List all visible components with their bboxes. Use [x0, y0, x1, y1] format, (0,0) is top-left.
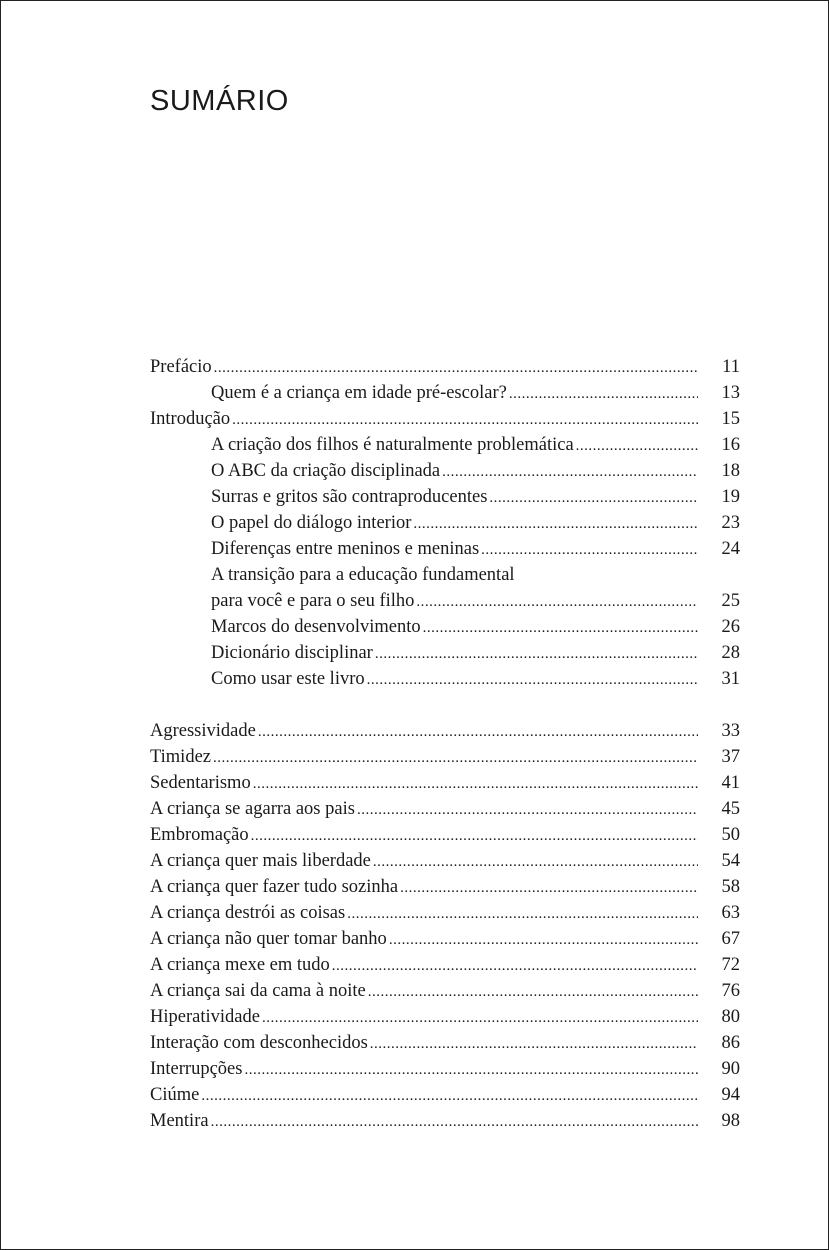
toc-entry-title: Ciúme — [150, 1085, 200, 1105]
toc-entry-page-number: 63 — [721, 903, 740, 923]
toc-entry[interactable] — [150, 614, 740, 640]
toc-entry[interactable] — [150, 640, 740, 666]
toc-entry[interactable] — [150, 978, 740, 1004]
toc-entry-title: A criança sai da cama à noite — [150, 981, 366, 1001]
dot-leader — [416, 589, 698, 615]
toc-entry[interactable] — [150, 1004, 740, 1030]
toc-entry[interactable] — [150, 718, 740, 744]
toc-entry-title: A criança se agarra aos pais — [150, 799, 355, 819]
dot-leader — [389, 927, 698, 953]
dot-leader — [347, 901, 698, 927]
dot-leader — [258, 719, 698, 745]
dot-leader — [489, 485, 698, 511]
toc-entry[interactable] — [150, 744, 740, 770]
page-title: SUMÁRIO — [150, 85, 289, 117]
toc-entry-title: Marcos do desenvolvimento — [211, 617, 421, 637]
toc-entry-page-number: 72 — [721, 955, 740, 975]
toc-entry-page-number: 90 — [721, 1059, 740, 1079]
toc-entry[interactable] — [150, 510, 740, 536]
toc-entry-page-number: 24 — [721, 539, 740, 559]
dot-leader — [211, 1109, 698, 1135]
toc-entry-page-number: 28 — [721, 643, 740, 663]
toc-entry-page-number: 86 — [721, 1033, 740, 1053]
toc-entry[interactable] — [150, 380, 740, 406]
toc-entry-page-number: 25 — [721, 591, 740, 611]
toc-entry-title: Hiperatividade — [150, 1007, 260, 1027]
toc-entry-page-number: 26 — [721, 617, 740, 637]
toc-entry-page-number: 33 — [721, 721, 740, 741]
dot-leader — [375, 641, 698, 667]
toc-entry-page-number: 76 — [721, 981, 740, 1001]
toc-entry-page-number: 67 — [721, 929, 740, 949]
toc-entry-title: Prefácio — [150, 357, 212, 377]
toc-entry-title: A criança quer fazer tudo sozinha — [150, 877, 399, 897]
toc-entry-page-number: 94 — [721, 1085, 740, 1105]
dot-leader — [332, 953, 698, 979]
toc-entry[interactable] — [150, 562, 740, 588]
toc-entry-page-number: 80 — [721, 1007, 740, 1027]
toc-entry[interactable] — [150, 354, 740, 380]
dot-leader — [368, 979, 698, 1005]
dot-leader — [253, 771, 698, 797]
toc-entry-title: Interação com desconhecidos — [150, 1033, 368, 1053]
toc-entry[interactable] — [150, 1108, 740, 1134]
toc-entry-page-number: 58 — [721, 877, 740, 897]
toc-entry-title: A criação dos filhos é naturalmente problemática — [211, 435, 574, 455]
dot-leader — [251, 823, 698, 849]
toc-entry[interactable] — [150, 536, 740, 562]
toc-entry-title: Introdução — [150, 409, 231, 429]
dot-leader — [214, 355, 698, 381]
toc-entry-title: A transição para a educação fundamental — [211, 565, 515, 585]
toc-entry[interactable] — [150, 406, 740, 432]
toc-entry-page-number: 31 — [721, 669, 740, 689]
dot-leader — [400, 875, 698, 901]
toc-entry-title: Quem é a criança em idade pré-escolar? — [211, 383, 507, 403]
toc-entry[interactable] — [150, 1056, 740, 1082]
toc-entry-page-number: 23 — [721, 513, 740, 533]
toc-entry-page-number: 54 — [721, 851, 740, 871]
dot-leader — [373, 849, 698, 875]
toc-entry-page-number: 13 — [721, 383, 740, 403]
toc-entry[interactable] — [150, 926, 740, 952]
toc-entry-title: Sedentarismo — [150, 773, 251, 793]
toc-entry[interactable] — [150, 900, 740, 926]
toc-entry[interactable] — [150, 432, 740, 458]
toc-entry-page-number: 98 — [721, 1111, 740, 1131]
dot-leader — [367, 667, 698, 693]
dot-leader — [423, 615, 698, 641]
toc-entry[interactable] — [150, 588, 740, 614]
toc-entry[interactable] — [150, 1030, 740, 1056]
toc-entry-title: O ABC da criação disciplinada — [211, 461, 441, 481]
dot-leader — [357, 797, 698, 823]
toc-entry-title: Como usar este livro — [211, 669, 365, 689]
chapter-list — [150, 718, 740, 1134]
dot-leader — [576, 433, 698, 459]
toc-entry-title: Agressividade — [150, 721, 256, 741]
toc-entry-title: Embromação — [150, 825, 249, 845]
toc-entry-page-number: 37 — [721, 747, 740, 767]
toc-entry[interactable] — [150, 874, 740, 900]
toc-entry[interactable] — [150, 484, 740, 510]
dot-leader — [244, 1057, 698, 1083]
dot-leader — [442, 459, 698, 485]
front-matter-list — [150, 354, 740, 692]
toc-entry-page-number: 18 — [721, 461, 740, 481]
toc-entry-title: A criança destrói as coisas — [150, 903, 346, 923]
toc-entry[interactable] — [150, 1082, 740, 1108]
dot-leader — [370, 1031, 698, 1057]
toc-entry[interactable] — [150, 952, 740, 978]
toc-entry-title: O papel do diálogo interior — [211, 513, 412, 533]
section-gap — [150, 692, 740, 718]
dot-leader — [509, 381, 698, 407]
dot-leader — [213, 745, 698, 771]
dot-leader — [201, 1083, 698, 1109]
toc-entry-title: A criança quer mais liberdade — [150, 851, 371, 871]
toc-entry[interactable] — [150, 848, 740, 874]
toc-entry-page-number: 50 — [721, 825, 740, 845]
toc-entry[interactable] — [150, 770, 740, 796]
dot-leader — [413, 511, 698, 537]
toc-entry-title: Dicionário disciplinar — [211, 643, 373, 663]
toc-entry-title: para você e para o seu filho — [211, 591, 415, 611]
toc-entry-page-number: 19 — [721, 487, 740, 507]
toc-entry-title: Timidez — [150, 747, 211, 767]
toc-entry-title: Mentira — [150, 1111, 209, 1131]
toc-entry-page-number: 45 — [721, 799, 740, 819]
toc-entry-title: Diferenças entre meninos e meninas — [211, 539, 480, 559]
toc-entry-title: A criança mexe em tudo — [150, 955, 330, 975]
toc-entry[interactable] — [150, 796, 740, 822]
toc-entry-title: Surras e gritos são contraproducentes — [211, 487, 488, 507]
toc-entry[interactable] — [150, 666, 740, 692]
dot-leader — [481, 537, 698, 563]
toc-entry-page-number: 16 — [721, 435, 740, 455]
toc-entry-page-number: 11 — [722, 357, 740, 377]
dot-leader — [232, 407, 698, 433]
toc-entry-title: A criança não quer tomar banho — [150, 929, 387, 949]
dot-leader — [262, 1005, 698, 1031]
toc-entry-page-number: 41 — [721, 773, 740, 793]
toc-entry-page-number: 15 — [721, 409, 740, 429]
toc-entry[interactable] — [150, 458, 740, 484]
toc-entry[interactable] — [150, 822, 740, 848]
toc-entry-title: Interrupções — [150, 1059, 243, 1079]
table-of-contents — [150, 354, 740, 1134]
